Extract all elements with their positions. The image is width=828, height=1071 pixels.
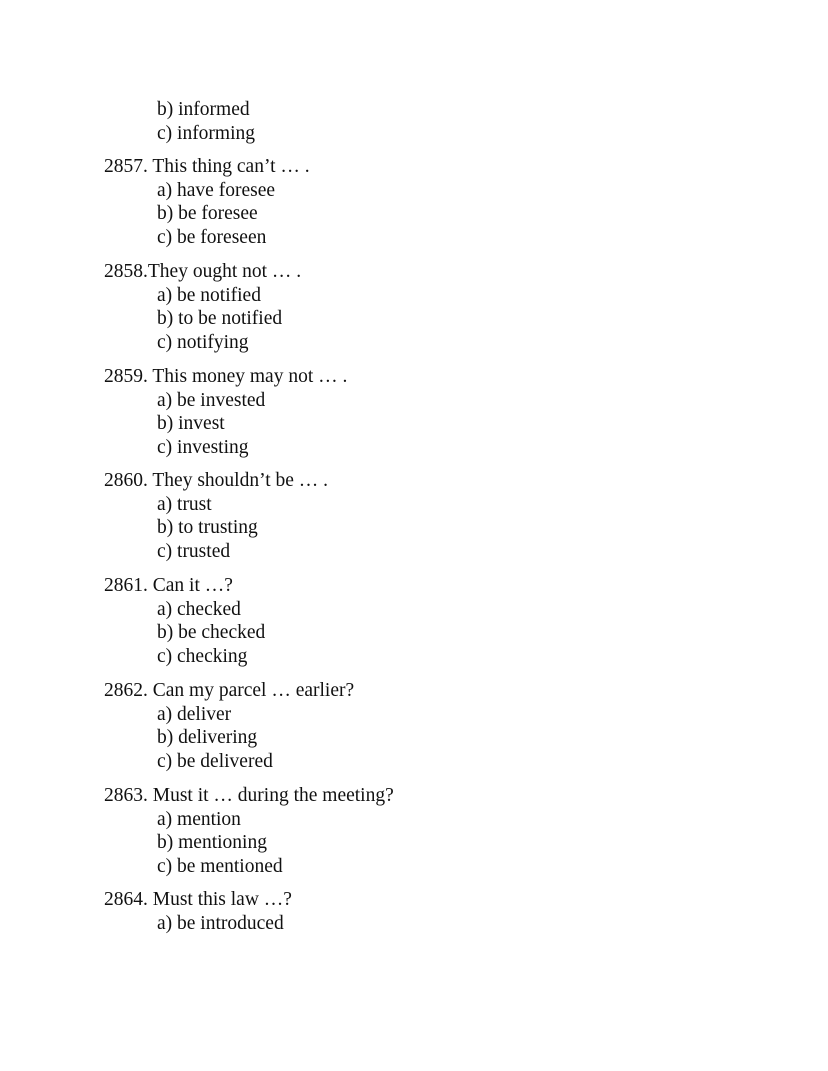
options-list <box>157 493 754 564</box>
option: b) be foresee <box>157 203 258 224</box>
question-stem: 2857. This thing can’t … . <box>104 156 310 177</box>
option: c) informing <box>157 122 256 144</box>
option: a) mention <box>157 808 241 830</box>
question-2862 <box>104 679 754 773</box>
option: c) notifying <box>157 331 249 353</box>
options-list <box>157 598 754 669</box>
question-stem: 2864. Must this law …? <box>104 889 292 910</box>
option: b) delivering <box>157 727 258 748</box>
option: a) be invested <box>157 389 266 411</box>
option: b) mentioning <box>157 832 267 853</box>
question-2859 <box>104 365 754 459</box>
option: c) be mentioned <box>157 855 283 877</box>
question-stem: 2863. Must it … during the meeting? <box>104 785 394 806</box>
option: a) have foresee <box>157 179 275 201</box>
options-list <box>157 703 754 774</box>
question-stem: 2859. This money may not … . <box>104 366 348 387</box>
question-2857 <box>104 155 754 249</box>
option: c) checking <box>157 645 248 667</box>
option: a) be notified <box>157 284 261 306</box>
option: c) trusted <box>157 540 231 562</box>
option: a) checked <box>157 598 241 620</box>
option: b) invest <box>157 413 225 434</box>
question-stem: 2860. They shouldn’t be … . <box>104 470 329 491</box>
question-stem: 2861. Can it …? <box>104 575 233 596</box>
options-list <box>157 389 754 460</box>
continued-options <box>157 98 255 145</box>
options-list <box>157 179 754 250</box>
option: a) be introduced <box>157 912 284 934</box>
question-2858 <box>104 260 754 354</box>
option: c) be foreseen <box>157 226 267 248</box>
option: b) informed <box>157 99 250 120</box>
question-2861 <box>104 574 754 668</box>
option: b) be checked <box>157 622 266 643</box>
option: a) deliver <box>157 703 232 725</box>
option: a) trust <box>157 493 212 515</box>
options-list <box>157 808 754 879</box>
question-2864 <box>104 888 754 935</box>
options-list <box>157 912 754 936</box>
options-list <box>157 284 754 355</box>
option: c) be delivered <box>157 750 273 772</box>
option: b) to be notified <box>157 308 283 329</box>
question-stem: 2862. Can my parcel … earlier? <box>104 680 355 701</box>
option: b) to trusting <box>157 517 258 538</box>
question-2863 <box>104 784 754 878</box>
option: c) investing <box>157 436 249 458</box>
question-2860 <box>104 469 754 563</box>
question-stem: 2858.They ought not … . <box>104 261 302 282</box>
